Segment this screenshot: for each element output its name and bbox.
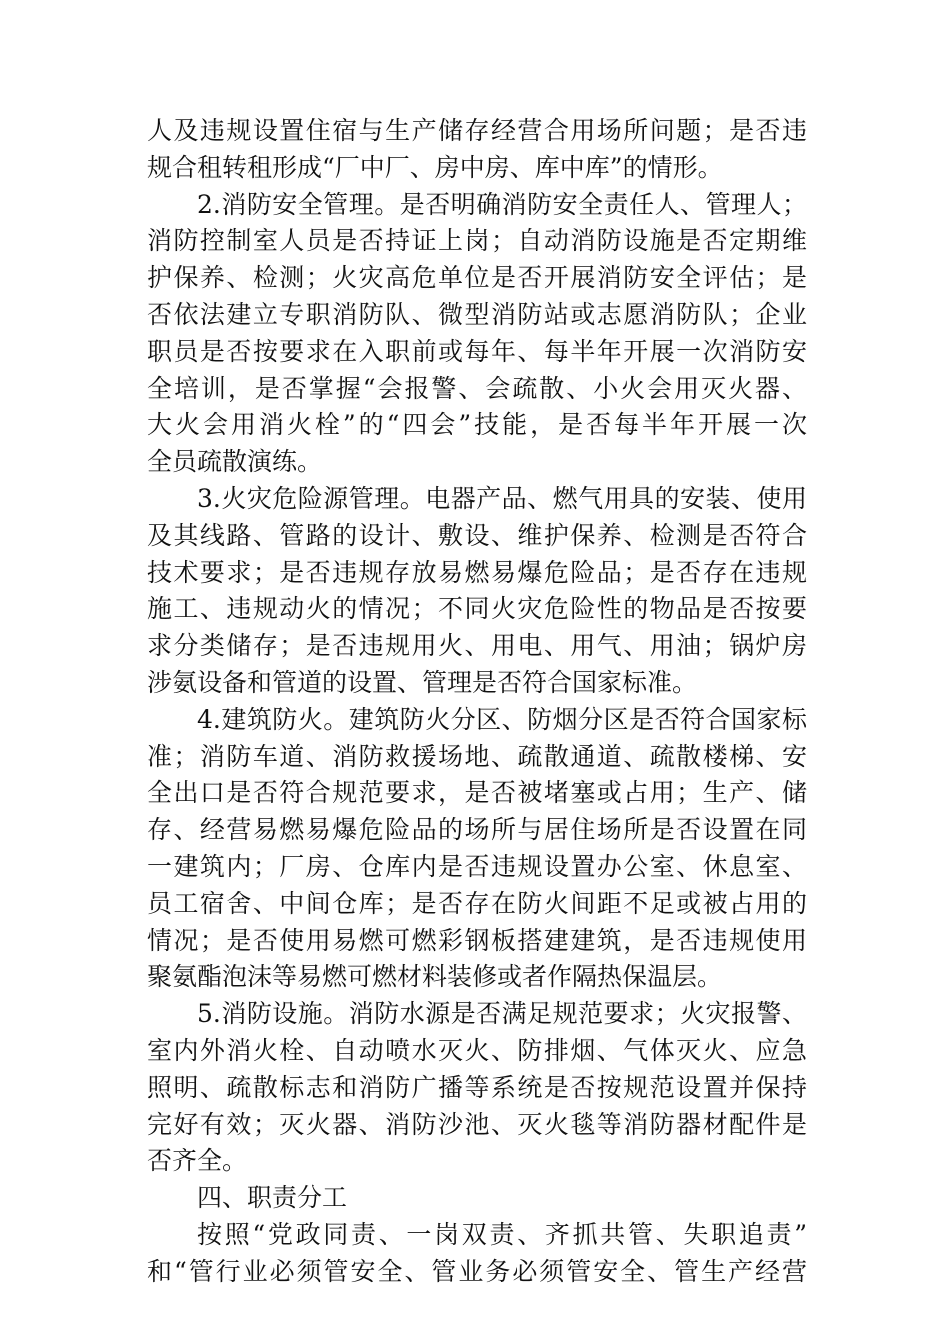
paragraph-start-responsibilities: 按照“党政同责、一岗双责、齐抓共管、失职追责”: [197, 1219, 807, 1249]
paragraph-start-item-4: 4.建筑防火。建筑防火分区、防烟分区是否符合国家标: [197, 704, 807, 734]
text-line: 准；消防车道、消防救援场地、疏散通道、疏散楼梯、安: [147, 741, 807, 771]
text-line: 和“管行业必须管安全、管业务必须管安全、管生产经营: [147, 1256, 807, 1286]
text-line: 人及违规设置住宿与生产储存经营合用场所问题；是否违: [147, 116, 807, 145]
text-line: 聚氨酯泡沫等易燃可燃材料装修或者作隔热保温层。: [147, 962, 723, 992]
text-line: 施工、违规动火的情况；不同火灾危险性的物品是否按要: [147, 594, 807, 624]
text-line: 技术要求；是否违规存放易燃易爆危险品；是否存在违规: [147, 557, 807, 587]
text-line: 求分类储存；是否违规用火、用电、用气、用油；锅炉房: [147, 631, 807, 661]
text-line: 员工宿舍、中间仓库；是否存在防火间距不足或被占用的: [147, 888, 807, 918]
text-line: 大火会用消火栓”的“四会”技能，是否每半年开展一次: [147, 410, 807, 440]
text-line: 消防控制室人员是否持证上岗；自动消防设施是否定期维: [147, 226, 807, 256]
document-body: [147, 113, 807, 1291]
text-line: 照明、疏散标志和消防广播等系统是否按规范设置并保持: [147, 1072, 807, 1102]
text-line: 完好有效；灭火器、消防沙池、灭火毯等消防器材配件是: [147, 1109, 807, 1139]
paragraph-start-item-5: 5.消防设施。消防水源是否满足规范要求；火灾报警、: [197, 999, 807, 1029]
section-heading: 四、职责分工: [197, 1183, 348, 1213]
text-line: 全培训，是否掌握“会报警、会疏散、小火会用灭火器、: [147, 373, 807, 403]
text-line: 规合租转租形成“厂中厂、房中房、库中库”的情形。: [147, 152, 723, 182]
text-line: 存、经营易燃易爆危险品的场所与居住场所是否设置在同: [147, 815, 807, 845]
text-line: 全出口是否符合规范要求，是否被堵塞或占用；生产、储: [147, 778, 807, 808]
text-line: 室内外消火栓、自动喷水灭火、防排烟、气体灭火、应急: [147, 1035, 807, 1065]
text-line: 职员是否按要求在入职前或每年、每半年开展一次消防安: [147, 336, 807, 366]
text-line: 及其线路、管路的设计、敷设、维护保养、检测是否符合: [147, 520, 807, 550]
text-line: 全员疏散演练。: [147, 447, 323, 477]
paragraph-start-item-3: 3.火灾危险源管理。电器产品、燃气用具的安装、使用: [197, 483, 807, 513]
text-line: 否齐全。: [147, 1146, 248, 1176]
paragraph-start-item-2: 2.消防安全管理。是否明确消防安全责任人、管理人；: [197, 189, 807, 219]
text-line: 否依法建立专职消防队、微型消防站或志愿消防队；企业: [147, 299, 807, 329]
text-line: 情况；是否使用易燃可燃彩钢板搭建建筑，是否违规使用: [147, 925, 807, 955]
text-line: 一建筑内；厂房、仓库内是否违规设置办公室、休息室、: [147, 851, 807, 881]
text-line: 涉氨设备和管道的设置、管理是否符合国家标准。: [147, 667, 698, 697]
text-line: 护保养、检测；火灾高危单位是否开展消防安全评估；是: [147, 263, 807, 293]
